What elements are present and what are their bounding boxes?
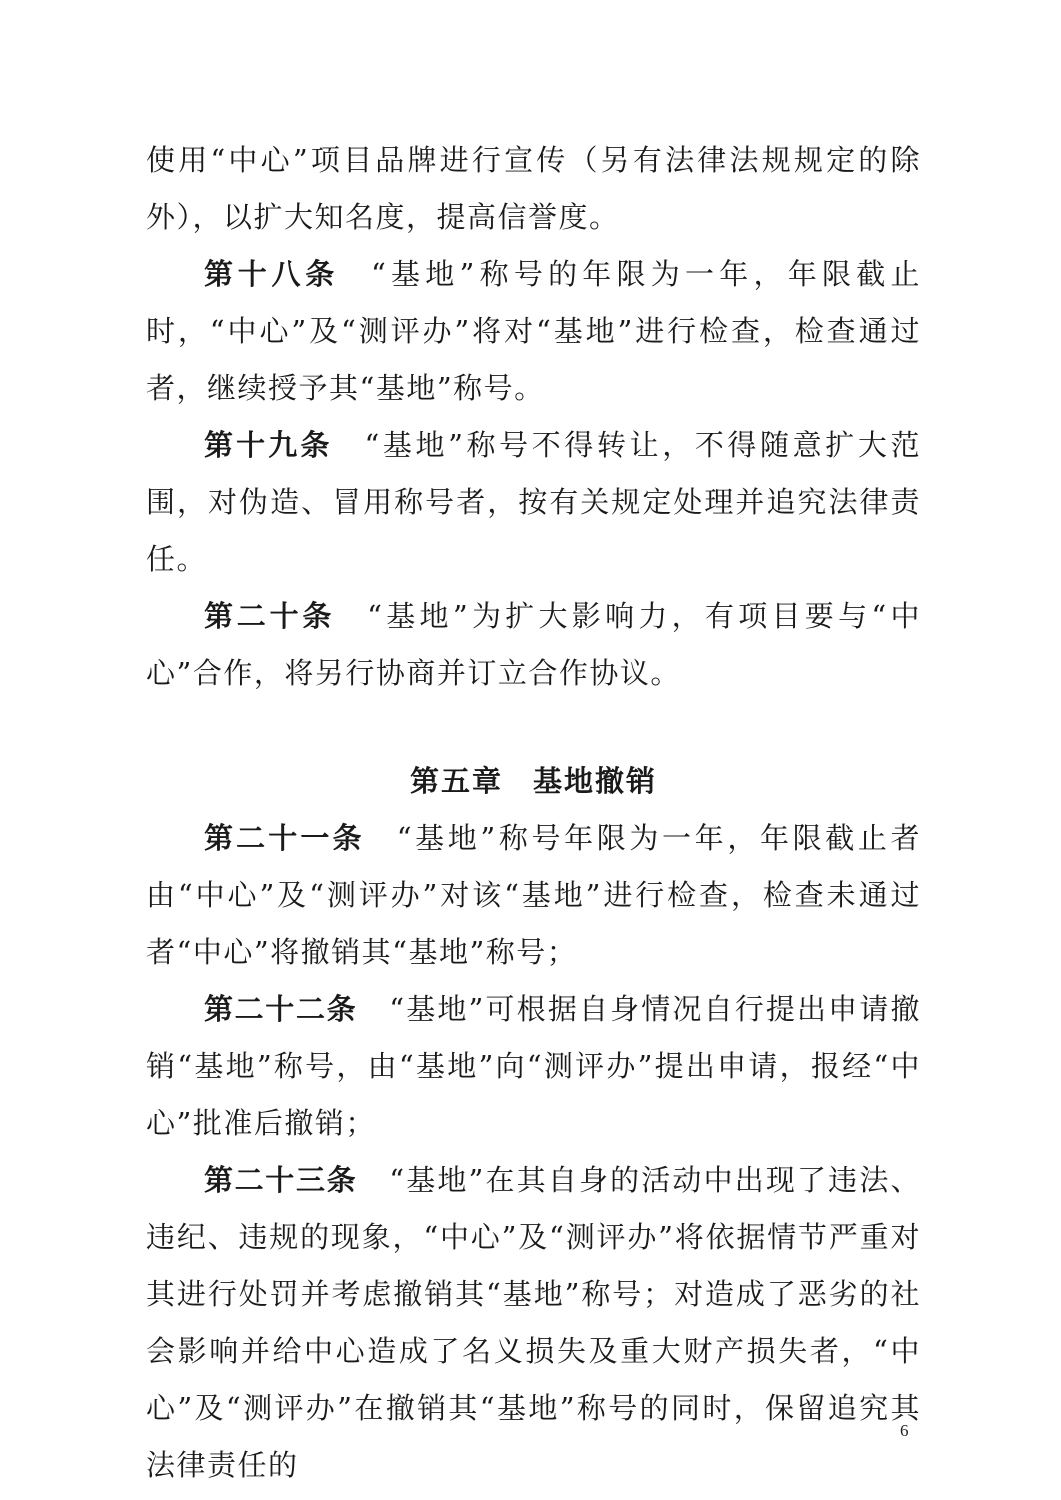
paragraph-text: 使用“中心”项目品牌进行宣传（另有法律法规规定的除外），以扩大知名度，提高信誉度。 xyxy=(146,143,921,234)
article-number: 第十八条 xyxy=(204,257,339,291)
article-19 xyxy=(146,417,921,588)
article-text: “基地”称号的年限为一年，年限截止时，“中心”及“测评办”将对“基地”进行检查，检查通过者，继续授予其“基地”称号。 xyxy=(146,257,921,405)
article-number: 第二十条 xyxy=(204,599,336,633)
article-20 xyxy=(146,588,921,702)
article-23 xyxy=(146,1152,921,1494)
article-text: “基地”称号年限为一年，年限截止者由“中心”及“测评办”对该“基地”进行检查，检查未通过者“中心”将撤销其“基地”称号； xyxy=(146,821,921,969)
article-text: “基地”可根据自身情况自行提出申请撤销“基地”称号，由“基地”向“测评办”提出申请，报经“中心”批准后撤销； xyxy=(146,992,921,1140)
paragraph-continuation xyxy=(146,132,921,246)
page-number: 6 xyxy=(900,1421,909,1440)
document-body xyxy=(146,132,921,1494)
chapter-number: 第五章 xyxy=(409,764,503,798)
chapter-heading xyxy=(146,753,921,810)
article-number: 第二十一条 xyxy=(204,821,365,855)
article-text: “基地”在其自身的活动中出现了违法、违纪、违规的现象，“中心”及“测评办”将依据情节严重对其进行处罚并考虑撤销其“基地”称号；对造成了恶劣的社会影响并给中心造成了名义损失及重大财产损失者，“中心”及“测评办”在撤销其“基地”称号的同时，保留追究其法律责任的 xyxy=(146,1163,921,1482)
article-21 xyxy=(146,810,921,981)
article-text: “基地”为扩大影响力，有项目要与“中心”合作，将另行协商并订立合作协议。 xyxy=(146,599,921,690)
article-number: 第二十三条 xyxy=(204,1163,358,1197)
article-18 xyxy=(146,246,921,417)
article-number: 第十九条 xyxy=(204,428,333,462)
article-number: 第二十二条 xyxy=(204,992,358,1026)
article-22 xyxy=(146,981,921,1152)
article-text: “基地”称号不得转让，不得随意扩大范围，对伪造、冒用称号者，按有关规定处理并追究法律责任。 xyxy=(146,428,921,576)
chapter-title: 基地撤销 xyxy=(533,764,658,798)
